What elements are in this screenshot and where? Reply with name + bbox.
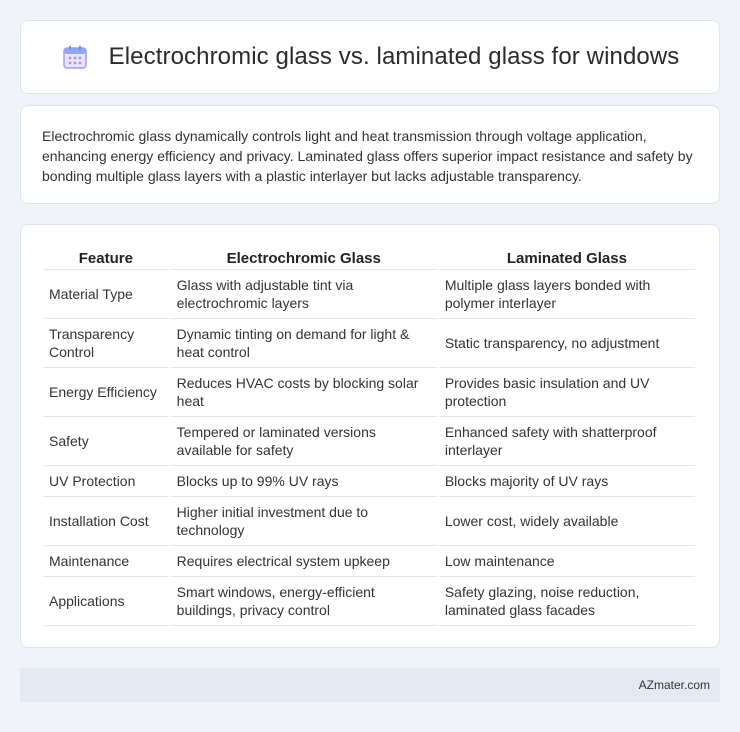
laminated-cell: Low maintenance bbox=[439, 546, 695, 577]
table-header-row bbox=[43, 245, 695, 270]
title-card bbox=[20, 20, 720, 94]
feature-cell: Installation Cost bbox=[43, 497, 169, 546]
table-row bbox=[43, 577, 695, 626]
comparison-table bbox=[41, 245, 697, 626]
electrochromic-cell: Dynamic tinting on demand for light & heat control bbox=[171, 319, 437, 368]
table-row bbox=[43, 466, 695, 497]
laminated-cell: Lower cost, widely available bbox=[439, 497, 695, 546]
feature-cell: Maintenance bbox=[43, 546, 169, 577]
electrochromic-cell: Blocks up to 99% UV rays bbox=[171, 466, 437, 497]
electrochromic-cell: Requires electrical system upkeep bbox=[171, 546, 437, 577]
laminated-cell: Provides basic insulation and UV protection bbox=[439, 368, 695, 417]
page-title: Electrochromic glass vs. laminated glass for windows bbox=[108, 43, 680, 70]
electrochromic-cell: Reduces HVAC costs by blocking solar heat bbox=[171, 368, 437, 417]
electrochromic-cell: Tempered or laminated versions available for safety bbox=[171, 417, 437, 466]
header-laminated: Laminated Glass bbox=[439, 245, 695, 270]
title-wrap bbox=[61, 43, 680, 71]
header-feature: Feature bbox=[43, 245, 169, 270]
description-text: Electrochromic glass dynamically controls light and heat transmission through voltage application, enhancing energy efficiency and privacy. Laminated glass offers superior impact resistance and safety by bonding multiple glass layers with a plastic interlayer but lacks adjustable transparency. bbox=[42, 128, 693, 184]
table-row bbox=[43, 497, 695, 546]
laminated-cell: Blocks majority of UV rays bbox=[439, 466, 695, 497]
feature-cell: Applications bbox=[43, 577, 169, 626]
table-row bbox=[43, 319, 695, 368]
comparison-table-card bbox=[20, 224, 720, 648]
feature-cell: UV Protection bbox=[43, 466, 169, 497]
laminated-cell: Static transparency, no adjustment bbox=[439, 319, 695, 368]
laminated-cell: Multiple glass layers bonded with polymer interlayer bbox=[439, 270, 695, 319]
table-row bbox=[43, 546, 695, 577]
feature-cell: Transparency Control bbox=[43, 319, 169, 368]
electrochromic-cell: Smart windows, energy-efficient buildings, privacy control bbox=[171, 577, 437, 626]
feature-cell: Energy Efficiency bbox=[43, 368, 169, 417]
table-row bbox=[43, 417, 695, 466]
feature-cell: Material Type bbox=[43, 270, 169, 319]
laminated-cell: Enhanced safety with shatterproof interlayer bbox=[439, 417, 695, 466]
electrochromic-cell: Higher initial investment due to technology bbox=[171, 497, 437, 546]
description-card bbox=[20, 105, 720, 204]
feature-cell: Safety bbox=[43, 417, 169, 466]
footer-bar bbox=[20, 668, 720, 702]
table-row bbox=[43, 270, 695, 319]
calendar-icon bbox=[61, 43, 89, 71]
header-electrochromic: Electrochromic Glass bbox=[171, 245, 437, 270]
footer-source: AZmater.com bbox=[638, 678, 710, 692]
laminated-cell: Safety glazing, noise reduction, laminated glass facades bbox=[439, 577, 695, 626]
table-row bbox=[43, 368, 695, 417]
electrochromic-cell: Glass with adjustable tint via electrochromic layers bbox=[171, 270, 437, 319]
